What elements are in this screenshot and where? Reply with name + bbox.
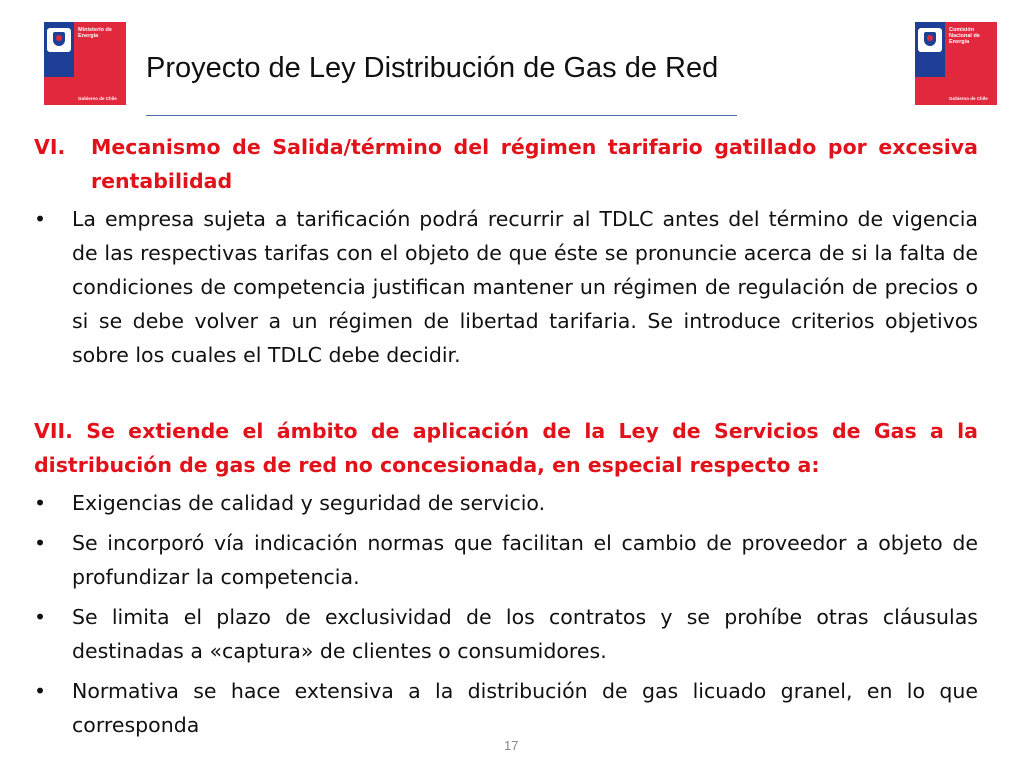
list-item: • Se incorporó vía indicación normas que facilitan el cambio de proveedor a objeto de profundizar la competencia. bbox=[34, 526, 978, 594]
page-number: 17 bbox=[504, 738, 519, 753]
chile-crest-icon bbox=[918, 28, 942, 52]
section-vi-bullets bbox=[34, 202, 978, 372]
section-vi-number: VI. bbox=[34, 135, 66, 159]
ministerio-energia-logo bbox=[44, 22, 126, 105]
list-item: • Se limita el plazo de exclusividad de los contratos y se prohíbe otras cláusulas destinadas a «captura» de clientes o consumidores. bbox=[34, 600, 978, 668]
list-item: • La empresa sujeta a tarificación podrá recurrir al TDLC antes del término de vigencia de las respectivas tarifas con el objeto de que éste se pronuncie acerca de si la falta de condiciones de competencia justifican mantener un régimen de regulación de precios o si se debe volver a un régimen de libertad tarifaria. Se introduce criterios objetivos sobre los cuales el TDLC debe decidir. bbox=[34, 202, 978, 372]
title-divider bbox=[146, 115, 737, 116]
list-item: • Normativa se hace extensiva a la distribución de gas licuado granel, en lo que corresponda bbox=[34, 674, 978, 742]
slide-title: Proyecto de Ley Distribución de Gas de Red bbox=[146, 52, 719, 84]
section-vii-bullets bbox=[34, 486, 978, 742]
chile-crest-icon bbox=[47, 28, 71, 52]
logo-right-org: Comisión Nacional de Energía bbox=[949, 27, 980, 45]
slide-body bbox=[34, 130, 978, 748]
logo-right-gov: Gobierno de Chile bbox=[949, 96, 988, 101]
section-vii-heading: VII. Se extiende el ámbito de aplicación de la Ley de Servicios de Gas a la distribución de gas de red no concesionada, en especial respecto a: bbox=[34, 419, 978, 477]
comision-nacional-energia-logo bbox=[915, 22, 997, 105]
logo-left-gov: Gobierno de Chile bbox=[78, 96, 117, 101]
logo-left-org: Ministerio de Energía bbox=[78, 27, 112, 39]
list-item: • Exigencias de calidad y seguridad de servicio. bbox=[34, 486, 978, 520]
section-vi-title: Mecanismo de Salida/término del régimen tarifario gatillado por excesiva rentabilidad bbox=[91, 135, 978, 193]
section-vi-heading bbox=[34, 130, 978, 198]
